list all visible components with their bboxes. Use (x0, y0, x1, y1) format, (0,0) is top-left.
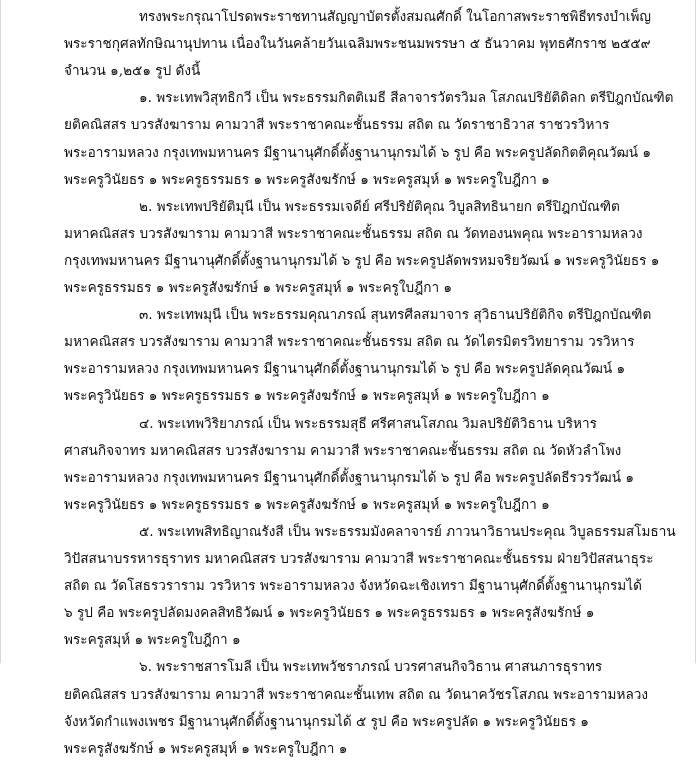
paragraph-line: ๖ รูป คือ พระครูปลัดมงคลสิทธิวัฒน์ ๑ พระครูวินัยธร ๑ พระครูธรรมธร ๑ พระครูสังฆรักษ์ ๑ (64, 605, 595, 622)
paragraph-line: พระครูธรรมธร ๑ พระครูสังฆรักษ์ ๑ พระครูสมุห์ ๑ พระครูใบฎีกา ๑ (64, 280, 453, 296)
paragraph-line: พระครูสังฆรักษ์ ๑ พระครูสมุห์ ๑ พระครูใบฎีกา ๑ (64, 740, 348, 757)
paragraph-line: พระอารามหลวง กรุงเทพมหานคร มีฐานานุศักดิ์ตั้งฐานานุกรมได้ ๖ รูป คือ พระครูปลัดคุณวัฒน์ ๑ (64, 361, 626, 378)
paragraph-line: มหาคณิสสร บวรสังฆาราม คามวาสี พระราชาคณะชั้นธรรม สถิต ณ วัดไตรมิตรวิทยาราม วรวิหาร (64, 334, 635, 351)
paragraph-first-line: ๑. พระเทพวิสุทธิกวี เป็น พระธรรมกิตติเมธี สีลาจารวัตรวิมล โสภณปริยัติดิลก ตรีปิฎกบัณฑิต (139, 90, 674, 107)
paragraph-first-line: ๖. พระราชสารโมลี เป็น พระเทพวัชราภรณ์ บวรศาสนกิจวิธาน ศาสนภารธุราทร (139, 659, 603, 676)
paragraph-first-line: ๕. พระเทพสิทธิญาณรังสี เป็น พระธรรมมังคลาจารย์ ภาวนาวิธานประคุณ วิบูลธรรมสโมธาน (139, 523, 676, 540)
paragraph-first-line: ๓. พระเทพมุนี เป็น พระธรรมคุณาภรณ์ สุนทรศีลสมาจาร สุวิธานปริยัติกิจ ตรีปิฎกบัณฑิต (139, 307, 652, 324)
paragraph-line: พระครูวินัยธร ๑ พระครูธรรมธร ๑ พระครูสังฆรักษ์ ๑ พระครูสมุห์ ๑ พระครูใบฎีกา ๑ (64, 496, 550, 513)
paragraph-first-line: ๔. พระเทพวิริยาภรณ์ เป็น พระธรรมสุธี ศรีศาสนโสภณ วิมลปริยัติวิธาน บริหาร (139, 415, 597, 432)
paragraph-line: จังหวัดกำแพงเพชร มีฐานานุศักดิ์ตั้งฐานานุกรมได้ ๕ รูป คือ พระครูปลัด ๑ พระครูวินัยธร ๑ (64, 713, 589, 730)
paragraph-first-line: ๒. พระเทพปริยัติมุนี เป็น พระธรรมเจดีย์ ศรีปริยัติคุณ วิบูลสิทธินายก ตรีปิฎกบัณฑิต (139, 198, 620, 215)
paragraph-line: พระครูสมุห์ ๑ พระครูใบฎีกา ๑ (64, 632, 241, 649)
paragraph-line: พระอารามหลวง กรุงเทพมหานคร มีฐานานุศักดิ์ตั้งฐานานุกรมได้ ๖ รูป คือ พระครูปลัดธีรวรวัฒน์ ๑ (64, 469, 634, 486)
paragraph-line: มหาคณิสสร บวรสังฆาราม คามวาสี พระราชาคณะชั้นธรรม สถิต ณ วัดทองนพคุณ พระอารามหลวง (64, 225, 643, 242)
paragraph-line: พระครูวินัยธร ๑ พระครูธรรมธร ๑ พระครูสังฆรักษ์ ๑ พระครูสมุห์ ๑ พระครูใบฎีกา ๑ (64, 388, 550, 405)
paragraph-line: วิปัสสนาบรรหารธุราทร มหาคณิสสร บวรสังฆาราม คามวาสี พระราชาคณะชั้นธรรม ฝ่ายวิปัสสนาธุระ (64, 551, 654, 567)
paragraph-line: ยติคณิสสร บวรสังฆาราม คามวาสี พระราชาคณะชั้นเทพ สถิต ณ วัดนาควัชรโสภณ พระอารามหลวง (64, 686, 649, 703)
paragraph-line: พระครูวินัยธร ๑ พระครูธรรมธร ๑ พระครูสังฆรักษ์ ๑ พระครูสมุห์ ๑ พระครูใบฎีกา ๑ (64, 171, 550, 188)
paragraph-first-line: ทรงพระกรุณาโปรดพระราชทานสัญญาบัตรตั้งสมณศักดิ์ ในโอกาสพระราชพิธีทรงบำเพ็ญ (139, 9, 651, 25)
paragraph-line: พระอารามหลวง กรุงเทพมหานคร มีฐานานุศักดิ์ตั้งฐานานุกรมได้ ๖ รูป คือ พระครูปลัดกิตติคุณวัฒน์ ๑ (64, 144, 652, 161)
paragraph-line: ยติคณิสสร บวรสังฆาราม คามวาสี พระราชาคณะชั้นธรรม สถิต ณ วัดราชาธิวาส ราชวรวิหาร (64, 117, 610, 134)
paragraph-line: กรุงเทพมหานคร มีฐานานุศักดิ์ตั้งฐานานุกรมได้ ๖ รูป คือ พระครูปลัดพรหมจริยวัฒน์ ๑ พระครูวินัยธร ๑ (64, 252, 660, 269)
paragraph-line: สถิต ณ วัดโสธรวราราม วรวิหาร พระอารามหลวง จังหวัดฉะเชิงเทรา มีฐานานุศักดิ์ตั้งฐานานุกรมได้ (64, 578, 642, 595)
paragraph-line: พระราชกุศลทักษิณานุปทาน เนื่องในวันคล้ายวันเฉลิมพระชนมพรรษา ๕ ธันวาคม พุทธศักราช ๒๕๕๙ (64, 36, 651, 53)
paragraph-line: จำนวน ๑,๒๕๑ รูป ดังนี้ (64, 63, 201, 80)
paragraph-line: ศาสนกิจจาทร มหาคณิสสร บวรสังฆาราม คามวาสี พระราชาคณะชั้นธรรม สถิต ณ วัดหัวลำโพง (64, 442, 622, 459)
